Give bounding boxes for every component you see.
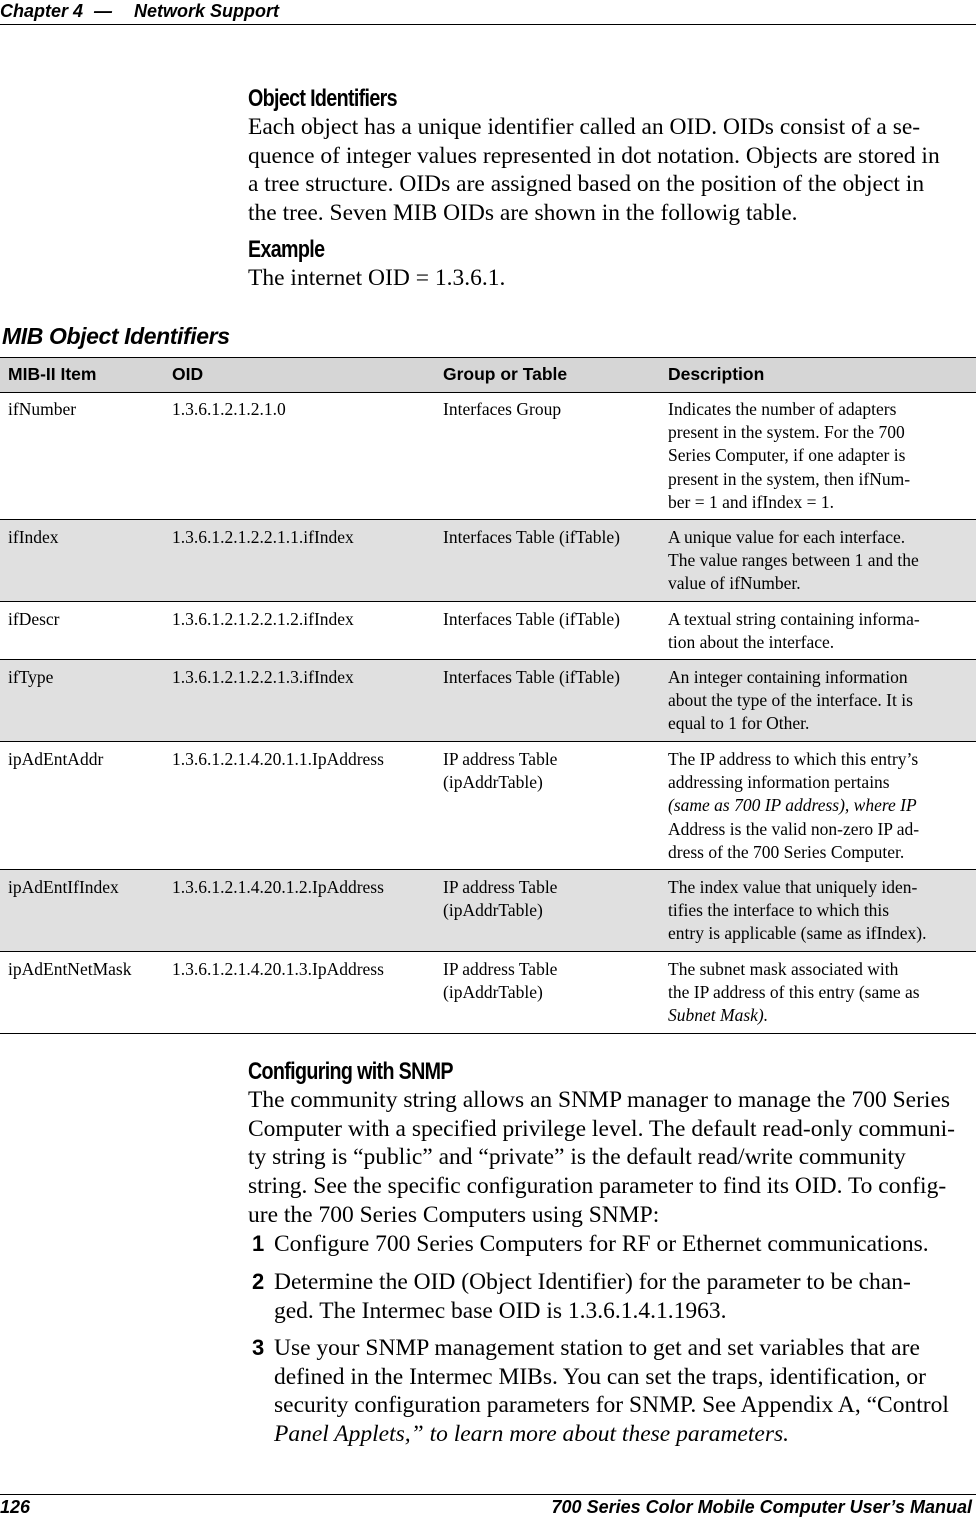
desc-line: present in the system, then ifNum- (668, 468, 911, 489)
cell-item: ifDescr (8, 609, 60, 629)
table-row (0, 520, 976, 602)
desc-line: tion about the interface. (668, 632, 835, 653)
desc-line: A textual string containing informa- (668, 609, 920, 629)
table-row (0, 870, 976, 952)
header-rule (0, 24, 976, 25)
desc-line: Series Computer, if one adapter is (668, 445, 906, 466)
step-text (274, 1334, 949, 1449)
step-number: 2 (252, 1269, 265, 1294)
cell-group (443, 398, 561, 421)
desc-line: (same as 700 IP address), where IP (668, 795, 917, 816)
cell-item: ipAdEntIfIndex (8, 877, 119, 897)
example-text: The internet OID = 1.3.6.1. (248, 265, 506, 291)
cell-description (668, 608, 920, 654)
header-separator: — (94, 1, 112, 21)
desc-line: The index value that uniquely iden- (668, 877, 918, 897)
cell-oid: 1.3.6.1.2.1.4.20.1.2.IpAddress (172, 877, 384, 897)
group-line: Interfaces Table (ifTable) (443, 609, 620, 629)
cell-group (443, 876, 557, 922)
chapter-label: Chapter 4 (0, 1, 84, 21)
desc-line: addressing information pertains (668, 772, 890, 793)
desc-line: The value ranges between 1 and the (668, 550, 919, 571)
step-number: 1 (252, 1231, 265, 1256)
cell-item: ifType (8, 667, 54, 687)
cell-description (668, 398, 910, 514)
group-line: (ipAddrTable) (443, 900, 543, 921)
group-line: (ipAddrTable) (443, 982, 543, 1003)
cell-oid: 1.3.6.1.2.1.2.2.1.3.ifIndex (172, 667, 354, 687)
column-header-description: Description (668, 364, 765, 384)
cell-oid: 1.3.6.1.2.1.4.20.1.1.IpAddress (172, 749, 384, 769)
paragraph-line: The community string allows an SNMP manager to manage the 700 Series (248, 1087, 951, 1113)
cell-item: ipAdEntAddr (8, 749, 104, 769)
step-line: defined in the Intermec MIBs. You can set the traps, identification, or (274, 1363, 926, 1390)
step-text (274, 1268, 911, 1325)
object-identifiers-paragraph (248, 113, 972, 228)
column-header-oid: OID (172, 364, 204, 384)
column-header-mib-item: MIB-II Item (8, 364, 97, 384)
paragraph-line: Computer with a specified privilege level. The default read-only communi- (248, 1115, 955, 1142)
page-number: 126 (0, 1497, 31, 1517)
desc-line: tifies the interface to which this (668, 900, 890, 921)
manual-title: 700 Series Color Mobile Computer User’s Manual (551, 1497, 972, 1517)
step-line: Determine the OID (Object Identifier) for the parameter to be chan- (274, 1269, 911, 1295)
desc-line: ber = 1 and ifIndex = 1. (668, 491, 835, 512)
running-footer (0, 1496, 976, 1518)
paragraph-line: ty string is “public” and “private” is the default read/write community (248, 1144, 906, 1171)
cell-group (443, 666, 620, 689)
paragraph-line: ure the 700 Series Computers using SNMP: (248, 1201, 660, 1228)
cell-group (443, 608, 620, 631)
desc-line: Address is the valid non-zero IP ad- (668, 818, 920, 839)
cell-description (668, 666, 913, 736)
configuring-snmp-paragraph (248, 1086, 972, 1230)
group-line: IP address Table (443, 959, 558, 979)
section-label: Network Support (134, 1, 280, 21)
step-line: Configure 700 Series Computers for RF or Ethernet communications. (274, 1231, 929, 1257)
table-header-row (0, 357, 976, 393)
group-line: (ipAddrTable) (443, 772, 543, 793)
step-line: security configuration parameters for SNMP. See Appendix A, “Control (274, 1392, 949, 1419)
paragraph-line: quence of integer values represented in dot notation. Objects are stored in (248, 142, 940, 169)
running-header (0, 0, 976, 22)
cell-oid: 1.3.6.1.2.1.4.20.1.3.IpAddress (172, 959, 384, 979)
desc-line: Indicates the number of adapters (668, 399, 897, 419)
group-line: Interfaces Table (ifTable) (443, 667, 620, 687)
desc-line: the IP address of this entry (same as (668, 982, 920, 1003)
desc-line: An integer containing information (668, 667, 908, 687)
desc-line: The subnet mask associated with (668, 959, 899, 979)
paragraph-line: a tree structure. OIDs are assigned based on the position of the object in (248, 171, 925, 198)
desc-line: equal to 1 for Other. (668, 713, 810, 734)
group-line: Interfaces Group (443, 399, 562, 419)
cell-item: ifNumber (8, 399, 77, 419)
object-identifiers-heading: Object Identifiers (248, 85, 397, 112)
table-row (0, 952, 976, 1034)
cell-item: ipAdEntNetMask (8, 959, 132, 979)
configuring-snmp-heading: Configuring with SNMP (248, 1058, 453, 1085)
step-number: 3 (252, 1335, 265, 1360)
step-line: Panel Applets,” to learn more about these parameters. (274, 1421, 789, 1448)
desc-line: value of ifNumber. (668, 573, 801, 594)
cell-item: ifIndex (8, 527, 59, 547)
cell-description (668, 748, 919, 864)
footer-rule (0, 1494, 976, 1495)
table-row (0, 392, 976, 520)
paragraph-line: Each object has a unique identifier called an OID. OIDs consist of a se- (248, 114, 921, 140)
cell-group (443, 526, 620, 549)
cell-description (668, 526, 919, 596)
desc-line: entry is applicable (same as ifIndex). (668, 923, 927, 944)
step-text (274, 1230, 929, 1259)
desc-line: The IP address to which this entry’s (668, 749, 919, 769)
group-line: Interfaces Table (ifTable) (443, 527, 620, 547)
cell-description (668, 958, 920, 1028)
step-line: Use your SNMP management station to get and set variables that are (274, 1335, 920, 1361)
example-heading: Example (248, 236, 325, 263)
desc-line: Subnet Mask). (668, 1005, 769, 1026)
desc-line: present in the system. For the 700 (668, 422, 905, 443)
group-line: IP address Table (443, 877, 558, 897)
cell-group (443, 748, 557, 794)
cell-oid: 1.3.6.1.2.1.2.2.1.1.ifIndex (172, 527, 354, 547)
paragraph-line: the tree. Seven MIB OIDs are shown in the followig table. (248, 200, 798, 227)
cell-description (668, 876, 927, 946)
table-row (0, 660, 976, 742)
group-line: IP address Table (443, 749, 558, 769)
cell-oid: 1.3.6.1.2.1.2.2.1.2.ifIndex (172, 609, 354, 629)
table-title: MIB Object Identifiers (2, 323, 230, 349)
desc-line: A unique value for each interface. (668, 527, 906, 547)
cell-group (443, 958, 557, 1004)
cell-oid: 1.3.6.1.2.1.2.1.0 (172, 399, 286, 419)
paragraph-line: string. See the specific configuration parameter to find its OID. To config- (248, 1173, 947, 1200)
desc-line: about the type of the interface. It is (668, 690, 913, 711)
column-header-group: Group or Table (443, 364, 568, 384)
table-row (0, 602, 976, 660)
step-line: ged. The Intermec base OID is 1.3.6.1.4.1.1963. (274, 1297, 727, 1324)
table-row (0, 742, 976, 870)
desc-line: dress of the 700 Series Computer. (668, 841, 905, 862)
